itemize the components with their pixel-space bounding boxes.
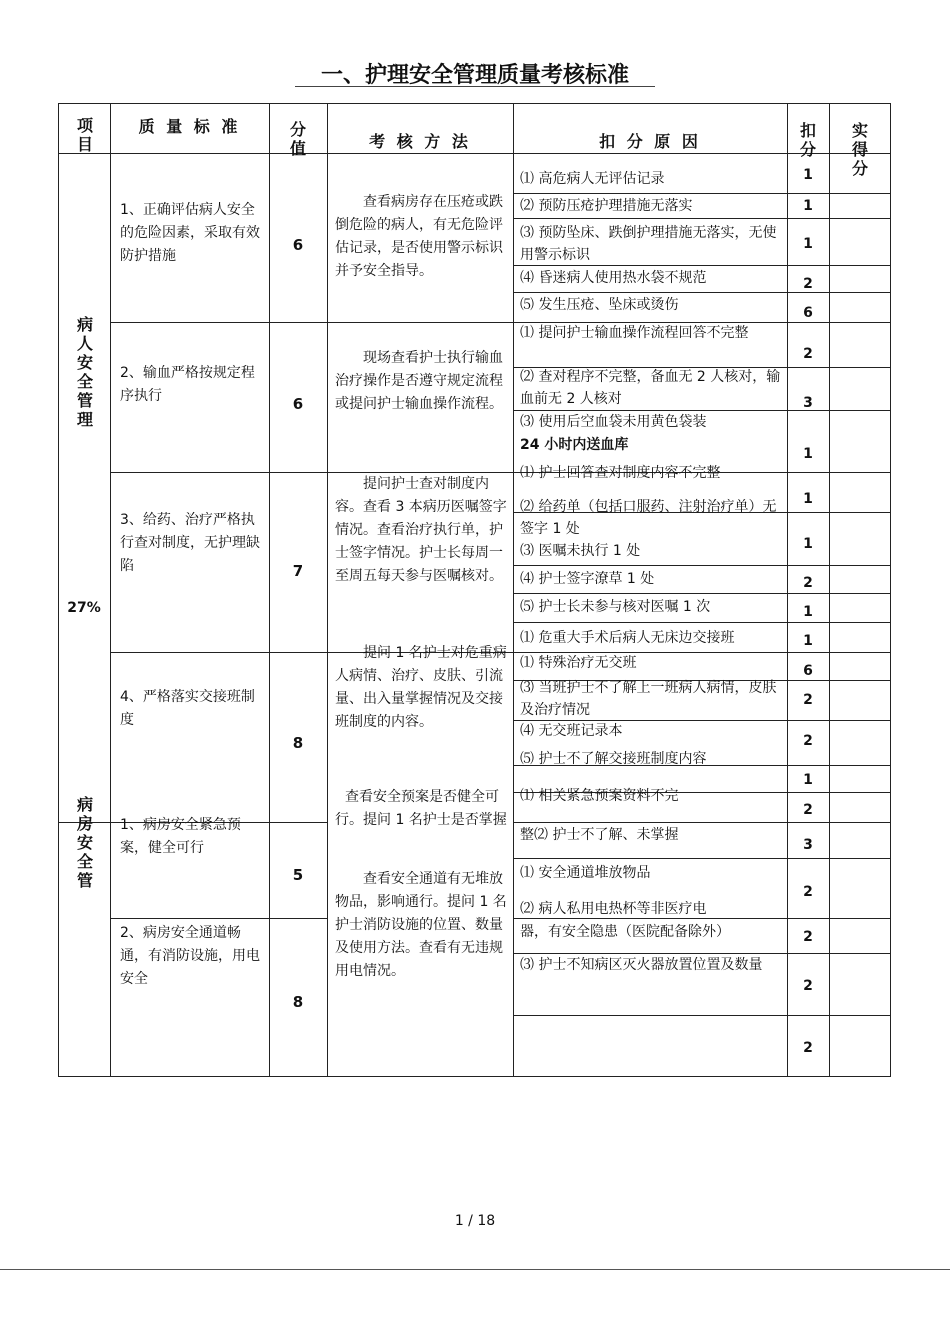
method-text: 现场查看护士执行输血治疗操作是否遵守规定流程或提问护士输血操作流程。 bbox=[335, 350, 503, 412]
header-reason: 扣 分 原 因 bbox=[599, 132, 701, 151]
reason-text: ⑸ 护士不了解交接班制度内容 bbox=[520, 751, 707, 767]
deduct-value: 1 bbox=[803, 236, 813, 252]
score-value: 8 bbox=[292, 734, 304, 752]
reason-text: ⑴ 提问护士输血操作流程回答不完整 bbox=[520, 325, 749, 341]
standard-text: 4、严格落实交接班制度 bbox=[120, 689, 255, 728]
row-divider bbox=[513, 193, 891, 194]
deduct-value: 1 bbox=[803, 772, 813, 788]
reason-text: ⑴ 护士回答查对制度内容不完整 bbox=[520, 465, 721, 481]
row-divider bbox=[110, 918, 327, 919]
deduct-value: 1 bbox=[803, 536, 813, 552]
row-divider bbox=[513, 593, 891, 594]
deduct-value: 3 bbox=[803, 837, 813, 853]
header-deduct: 扣分 bbox=[799, 121, 816, 159]
deduct-value: 2 bbox=[803, 929, 813, 945]
score-value: 5 bbox=[292, 866, 304, 884]
reason-text: ⑶ 使用后空血袋未用黄色袋装 bbox=[520, 414, 707, 430]
deduct-value: 6 bbox=[803, 663, 813, 679]
reason-text: ⑶ 当班护士不了解上一班病人病情，皮肤及治疗情况 bbox=[520, 680, 777, 718]
deduct-value: 2 bbox=[803, 692, 813, 708]
page-bottom-rule bbox=[0, 1269, 950, 1270]
row-divider bbox=[513, 292, 891, 293]
reason-text: ⑸ 护士长未参与核对医嘱 1 次 bbox=[520, 599, 711, 615]
row-divider bbox=[513, 858, 891, 859]
header-method: 考 核 方 法 bbox=[369, 132, 471, 151]
header-actual: 实得分 bbox=[851, 121, 868, 178]
score-value: 6 bbox=[292, 236, 304, 254]
reason-text: ⑵ 查对程序不完整，备血无 2 人核对，输血前无 2 人核对 bbox=[520, 369, 781, 407]
method-text: 查看安全通道有无堆放物品，影响通行。提问 1 名护士消防设施的位置、数量及使用方法。查看有无违规用电情况。 bbox=[335, 871, 507, 979]
header-rule bbox=[58, 153, 891, 154]
reason-text: ⑴ 特殊治疗无交班 bbox=[520, 655, 637, 671]
standard-text: 3、给药、治疗严格执行查对制度，无护理缺陷 bbox=[120, 512, 260, 574]
section-percent: 27% bbox=[67, 600, 101, 616]
col-divider bbox=[829, 103, 830, 1077]
method-text: 查看安全预案是否健全可行。提问 1 名护士是否掌握 bbox=[335, 789, 507, 828]
method-text: 提问 1 名护士对危重病人病情、治疗、皮肤、引流量、出入量掌握情况及交接班制度的内容。 bbox=[335, 645, 507, 730]
reason-text: ⑴ 相关紧急预案资料不完 bbox=[520, 788, 679, 804]
method-text: 提问护士查对制度内容。查看 3 本病历医嘱签字情况。查看治疗执行单，护士签字情况。护士长每周一至周五每天参与医嘱核对。 bbox=[335, 476, 507, 584]
col-divider bbox=[110, 103, 111, 1077]
score-value: 7 bbox=[292, 562, 304, 580]
standard-text: 2、病房安全通道畅通，有消防设施，用电安全 bbox=[120, 925, 260, 987]
reason-text: ⑴ 高危病人无评估记录 bbox=[520, 171, 665, 187]
header-item: 项目 bbox=[76, 116, 93, 154]
standard-text: 1、正确评估病人安全的危险因素，采取有效防护措施 bbox=[120, 202, 260, 264]
reason-text: ⑷ 昏迷病人使用热水袋不规范 bbox=[520, 270, 707, 286]
page-number: 1 / 18 bbox=[454, 1213, 496, 1229]
deduct-value: 1 bbox=[803, 167, 813, 183]
row-divider bbox=[513, 822, 891, 823]
deduct-value: 1 bbox=[803, 198, 813, 214]
reason-text: ⑶ 护士不知病区灭火器放置位置及数量 bbox=[520, 957, 763, 973]
row-divider bbox=[513, 218, 891, 219]
deduct-value: 1 bbox=[803, 633, 813, 649]
section-ward-safety: 病房安全管 bbox=[76, 795, 93, 890]
deduct-value: 2 bbox=[803, 346, 813, 362]
reason-text: ⑶ 医嘱未执行 1 处 bbox=[520, 543, 641, 559]
section-patient-safety: 病人安全管理 bbox=[76, 315, 93, 429]
header-score: 分值 bbox=[289, 120, 306, 158]
deduct-value: 2 bbox=[803, 1040, 813, 1056]
standard-text: 2、输血严格按规定程序执行 bbox=[120, 365, 255, 404]
deduct-value: 1 bbox=[803, 491, 813, 507]
standard-text: 1、病房安全紧急预案，健全可行 bbox=[120, 817, 241, 856]
reason-text: 整⑵ 护士不了解、未掌握 bbox=[520, 827, 679, 843]
reason-text: ⑵ 预防压疮护理措施无落实 bbox=[520, 198, 693, 214]
row-divider bbox=[513, 565, 891, 566]
deduct-value: 2 bbox=[803, 575, 813, 591]
reason-text: 24 小时内送血库 bbox=[520, 437, 629, 453]
row-divider bbox=[513, 1015, 891, 1016]
page-title: 一、护理安全管理质量考核标准 bbox=[320, 63, 629, 88]
reason-text: ⑸ 发生压疮、坠床或烫伤 bbox=[520, 297, 679, 313]
header-standard: 质 量 标 准 bbox=[138, 117, 241, 136]
method-text: 查看病房存在压疮或跌倒危险的病人，有无危险评估记录，是否使用警示标识并予安全指导。 bbox=[335, 194, 503, 279]
reason-text: ⑴ 危重大手术后病人无床边交接班 bbox=[520, 630, 735, 646]
reason-text: ⑷ 护士签字潦草 1 处 bbox=[520, 571, 655, 587]
score-value: 8 bbox=[292, 993, 304, 1011]
deduct-value: 2 bbox=[803, 802, 813, 818]
deduct-value: 6 bbox=[803, 305, 813, 321]
reason-text: ⑵ 给药单（包括口服药、注射治疗单）无签字 1 处 bbox=[520, 499, 777, 537]
col-divider bbox=[327, 103, 328, 1077]
reason-text: ⑴ 安全通道堆放物品 bbox=[520, 865, 651, 881]
deduct-value: 2 bbox=[803, 978, 813, 994]
reason-text: ⑶ 预防坠床、跌倒护理措施无落实，无使用警示标识 bbox=[520, 225, 777, 263]
row-divider bbox=[513, 622, 891, 623]
score-value: 6 bbox=[292, 395, 304, 413]
deduct-value: 3 bbox=[803, 395, 813, 411]
reason-text: ⑷ 无交班记录本 bbox=[520, 723, 623, 739]
deduct-value: 1 bbox=[803, 446, 813, 462]
deduct-value: 2 bbox=[803, 884, 813, 900]
deduct-value: 2 bbox=[803, 733, 813, 749]
deduct-value: 2 bbox=[803, 276, 813, 292]
title-underline bbox=[295, 86, 655, 87]
reason-text: 器，有安全隐患（医院配备除外） bbox=[520, 924, 730, 940]
col-divider bbox=[513, 103, 514, 1077]
reason-text: ⑵ 病人私用电热杯等非医疗电 bbox=[520, 901, 707, 917]
deduct-value: 1 bbox=[803, 604, 813, 620]
row-divider bbox=[110, 322, 513, 323]
